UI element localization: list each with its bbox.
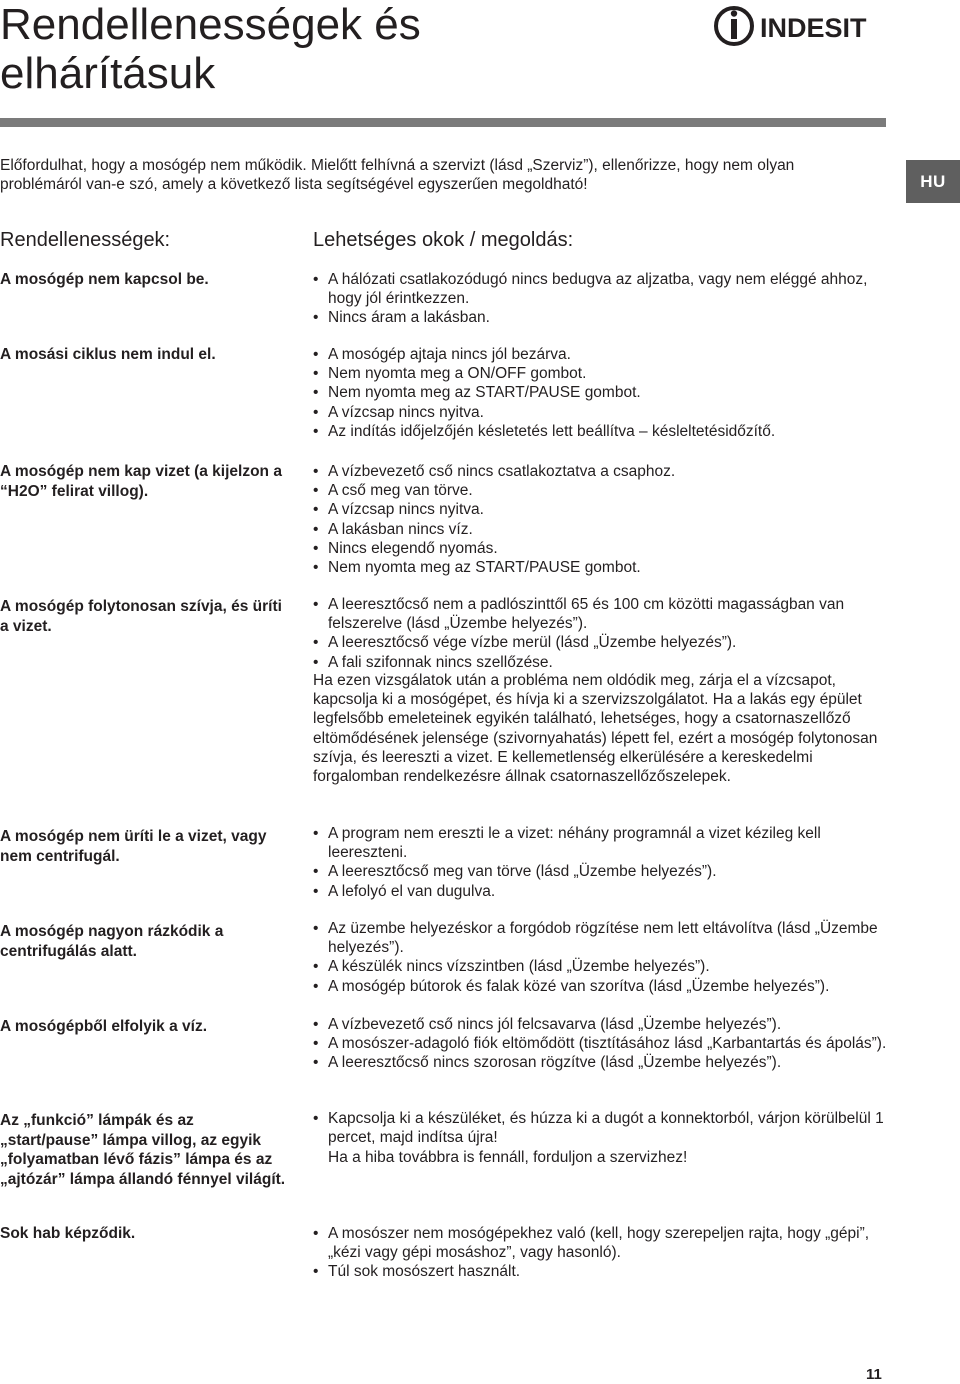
solution-list [313,270,893,328]
solution-item: • A leeresztőcső meg van törve (lásd „Üzembe helyezés”). [313,862,893,881]
problem-label: A mosási ciklus nem indul el. [0,346,216,363]
note-text: Ha ezen vizsgálatok után a probléma nem oldódik meg, zárja el a vízcsapot, kapcsolja ki a mosógépet, és hívja ki a szervizszolgálatot. Ha a lakás egy épület legfelsőbb emeleteinek egyikén található, lehetséges, hogy a csatornaszellőző eltömődésének jelensége (szivornyahatás) lépett fel, ezért a mosógép folytonosan szívja, és leereszti a vizet. E kellemetlenség elkerülésére a kereskedelmi forgalomban rendelkezésre állnak csatornaszellőzőszelepek. [313,672,878,786]
problem-label: A mosógép nem üríti le a vizet, vagy nem centrifugál. [0,828,267,865]
solution-item: • Az indítás időjelzőjén késletetés lett beállítva – késleltetésidőzítő. [313,422,893,441]
solution-item: • A lakásban nincs víz. [313,520,893,539]
brand-wordmark: INDESIT [760,13,867,43]
page-number: 11 [866,1366,882,1383]
solution-item: • A leeresztőcső vége vízbe merül (lásd „Üzembe helyezés”). [313,633,893,652]
page-title: Rendellenességek és elhárításuk [0,0,421,98]
solution-item: • A leeresztőcső nincs szorosan rögzítve (lásd „Üzembe helyezés”). [313,1053,893,1072]
solution-item: • Nincs elegendő nyomás. [313,539,893,558]
solution-item: • Nem nyomta meg az START/PAUSE gombot. [313,383,893,402]
solution-item: • A vízcsap nincs nyitva. [313,500,893,519]
solution-item: • A vízbevezető cső nincs jól felcsavarva (lásd „Üzembe helyezés”). [313,1015,893,1034]
intro-text: Előfordulhat, hogy a mosógép nem működik. Mielőtt felhívná a szervizt (lásd „Szerviz”), ellenőrizze, hogy nem olyan problémáról van-e szó, amely a következő lista segítségével egyszerűen megoldható! [0,157,795,193]
solution-item: • A készülék nincs vízszintben (lásd „Üzembe helyezés”). [313,957,893,976]
solution-list [313,345,893,441]
solution-item: • A mosógép ajtaja nincs jól bezárva. [313,345,893,364]
solution-item: • Túl sok mosószert használt. [313,1262,893,1281]
solution-item: • Nincs áram a lakásban. [313,308,893,327]
problem-label: A mosógép nem kapcsol be. [0,271,209,288]
problem-label: A mosógép nem kap vizet (a kijelzon a “H2O” felirat villog). [0,463,282,500]
solution-list [313,1224,893,1282]
solution-item: • A cső meg van törve. [313,481,893,500]
problem-label: Sok hab képződik. [0,1225,136,1242]
solutions-heading: Lehetséges okok / megoldás: [313,229,574,251]
solution-item: • A vízbevezető cső nincs csatlakoztatva a csaphoz. [313,462,893,481]
solution-item: • A fali szifonnak nincs szellőzése. [313,653,893,672]
solution-item: • A mosógép bútorok és falak közé van szorítva (lásd „Üzembe helyezés”). [313,977,893,996]
language-tab: HU [906,160,960,203]
solution-item: • Az üzembe helyezéskor a forgódob rögzítése nem lett eltávolítva (lásd „Üzembe helyezés”). [313,919,893,957]
header-rule [0,118,886,127]
solution-item: • A hálózati csatlakozódugó nincs bedugva az aljzatba, vagy nem eléggé ahhoz, hogy jól érintkezzen. [313,270,893,308]
solution-item: • A lefolyó el van dugulva. [313,882,893,901]
solution-item: • Nem nyomta meg a ON/OFF gombot. [313,364,893,383]
solution-list [313,1015,893,1073]
problems-heading: Rendellenességek: [0,229,171,251]
solution-item: • Nem nyomta meg az START/PAUSE gombot. [313,558,893,577]
indesit-logo [712,4,890,48]
solution-item: • A vízcsap nincs nyitva. [313,403,893,422]
solution-list [313,462,893,577]
solution-item: • A program nem ereszti le a vizet: néhány programnál a vizet kézileg kell leereszteni. [313,824,893,862]
solution-list [313,595,893,672]
solution-list [313,824,893,901]
solution-list [313,1109,893,1147]
solution-item: • A mosószer nem mosógépekhez való (kell, hogy szerepeljen rajta, hogy „gépi”, „kézi vagy gépi mosáshoz”, vagy hasonló). [313,1224,893,1262]
problem-label: A mosógép folytonosan szívja, és üríti a vizet. [0,598,282,635]
problem-label: Az „funkció” lámpák és az „start/pause” lámpa villog, az egyik „folyamatban lévő fázis” lámpa és az „ajtózár” lámpa állandó fénnyel világít. [0,1112,286,1188]
solution-item: • A mosószer-adagoló fiók eltömődött (tisztításához lásd „Karbantartás és ápolás”). [313,1034,893,1053]
problem-label: A mosógép nagyon rázkódik a centrifugálás alatt. [0,923,224,960]
solution-item: • Kapcsolja ki a készüléket, és húzza ki a dugót a konnektorból, várjon körülbelül 1 percet, majd indítsa újra! [313,1109,893,1147]
solution-list [313,919,893,996]
solution-item: • A leeresztőcső nem a padlószinttől 65 és 100 cm közötti magasságban van felszerelve (lásd „Üzembe helyezés”). [313,595,893,633]
problem-label: A mosógépből elfolyik a víz. [0,1018,207,1035]
note-text: Ha a hiba továbbra is fennáll, forduljon a szervizhez! [328,1149,688,1166]
